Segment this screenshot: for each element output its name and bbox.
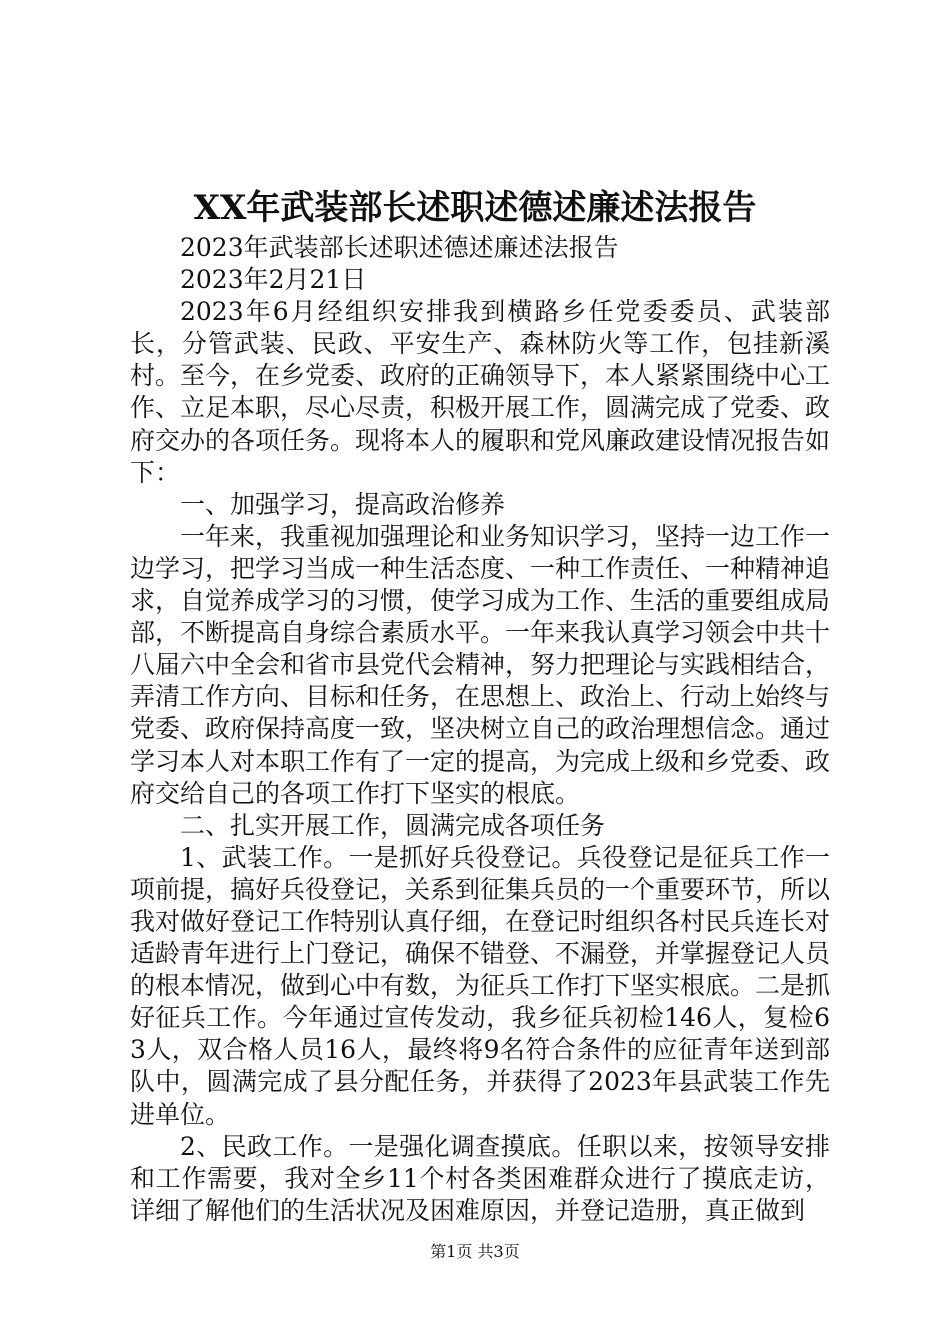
body-paragraph: 1、武装工作。一是抓好兵役登记。兵役登记是征兵工作一项前提，搞好兵役登记，关系到征集兵员的一个重要环节，所以我对做好登记工作特别认真仔细，在登记时组织各村民兵连长对适龄青年进行上门登记，确保不错登、不漏登，并掌握登记人员的根本情况，做到心中有数，为征兵工作打下坚实根底。二是抓好征兵工作。今年通过宣传发动，我乡征兵初检146人，复检63人，双合格人员16人，最终将9名符合条件的应征青年送到部队中，圆满完成了县分配任务，并获得了2023年县武装工作先进单位。 [130, 842, 831, 1129]
intro-paragraph: 2023年6月经组织安排我到横路乡任党委委员、武装部长，分管武装、民政、平安生产、森林防火等工作，包挂新溪村。至今，在乡党委、政府的正确领导下，本人紧紧围绕中心工作、立足本职，尽心尽责，积极开展工作，圆满完成了党委、政府交办的各项任务。现将本人的履职和党风廉政建设情况报告如下： [130, 297, 831, 487]
section-heading: 二、扎实开展工作，圆满完成各项任务 [180, 810, 606, 840]
report-subtitle: 2023年武装部长述职述德述廉述法报告 [180, 233, 619, 262]
document-body [130, 232, 830, 1227]
body-paragraph: 2、民政工作。一是强化调查摸底。任职以来，按领导安排和工作需要，我对全乡11个村各类困难群众进行了摸底走访，详细了解他们的生活状况及困难原因，并登记造册，真正做到 [130, 1131, 830, 1225]
report-date: 2023年2月21日 [180, 265, 367, 295]
document-title: XX年武装部长述职述德述廉述法报告 [193, 188, 757, 228]
page-footer: 第1页 共3页 [430, 1242, 520, 1261]
body-paragraph: 一年来，我重视加强理论和业务知识学习，坚持一边工作一边学习，把学习当成一种生活态度、一种工作责任、一种精神追求，自觉养成学习的习惯，使学习成为工作、生活的重要组成局部，不断提高自身综合素质水平。一年来我认真学习领会中共十八届六中全会和省市县党代会精神，努力把理论与实践相结合，弄清工作方向、目标和任务，在思想上、政治上、行动上始终与党委、政府保持高度一致，坚决树立自己的政治理想信念。通过学习本人对本职工作有了一定的提高，为完成上级和乡党委、政府交给自己的各项工作打下坚实的根底。 [130, 521, 831, 808]
section-heading: 一、加强学习，提高政治修养 [180, 489, 506, 519]
